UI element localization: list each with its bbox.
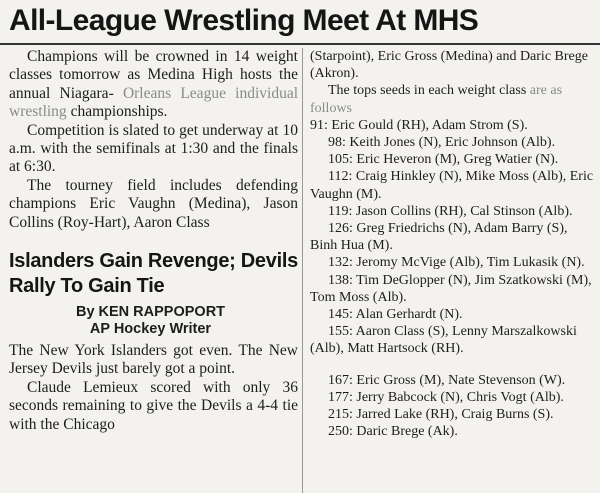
seeds-intro-text: The tops seeds in each weight class bbox=[328, 83, 527, 99]
story1-paragraph-1-text: Champions will be crowned in 14 weight classes tomorrow as Medina High hosts the annual Niagara- bbox=[9, 48, 298, 102]
seed-119: 119: Jason Collins (RH), Cal Stinson (Alb). bbox=[328, 203, 573, 219]
story1-paragraph-1 bbox=[9, 48, 298, 122]
story1-faded-line: Orleans League individual wrestling bbox=[9, 84, 299, 121]
story1-continuation: (Starpoint), Eric Gross (Medina) and Daric Brege (Akron). bbox=[310, 49, 588, 82]
seed-155: 155: Aaron Class (S), Lenny Marszalkowski (Alb), Matt Hartsock (RH). bbox=[310, 324, 577, 357]
seed-105: 105: Eric Heveron (M), Greg Watier (N). bbox=[328, 152, 559, 168]
story2-byline-role: AP Hockey Writer bbox=[89, 321, 212, 338]
story2-paragraph-2: Claude Lemieux scored with only 36 seconds remaining to give the Devils a 4-4 tie with the Chicago bbox=[9, 378, 298, 433]
seeds-intro-faded: are as follows bbox=[310, 83, 563, 116]
seed-215: 215: Jarred Lake (RH), Craig Burns (S). bbox=[328, 407, 554, 423]
seeds-intro bbox=[310, 82, 597, 116]
story2-paragraph-1: The New York Islanders got even. The New Jersey Devils just barely got a point. bbox=[9, 342, 298, 378]
seed-167: 167: Eric Gross (M), Nate Stevenson (W). bbox=[328, 372, 566, 388]
story1-paragraph-3: The tourney field includes defending champions Eric Vaughn (Medina), Jason Collins (Roy-Hart), Aaron Class bbox=[9, 176, 298, 231]
seed-112: 112: Craig Hinkley (N), Mike Moss (Alb), Eric Vaughn (M). bbox=[310, 169, 594, 202]
seed-98: 98: Keith Jones (N), Eric Johnson (Alb). bbox=[328, 135, 556, 151]
seed-126: 126: Greg Friedrichs (N), Adam Barry (S), Binh Hua (M). bbox=[310, 221, 568, 254]
seed-250: 250: Daric Brege (Ak). bbox=[328, 424, 458, 440]
page-headline: All-League Wrestling Meet At MHS bbox=[9, 4, 479, 37]
seed-177: 177: Jerry Babcock (N), Chris Vogt (Alb). bbox=[328, 389, 564, 405]
story1-paragraph-2: Competition is slated to get underway at 10 a.m. with the semifinals at 1:30 and the finals at 6:30. bbox=[9, 121, 298, 176]
seed-132: 132: Jeromy McVige (Alb), Tim Lukasik (N). bbox=[328, 255, 585, 271]
seed-145: 145: Alan Gerhardt (N). bbox=[328, 307, 463, 323]
left-column bbox=[9, 48, 298, 434]
seed-138: 138: Tim DeGlopper (N), Jim Szatkowski (M), Tom Moss (Alb). bbox=[310, 272, 592, 305]
seed-91: 91: Eric Gould (RH), Adam Strom (S). bbox=[310, 117, 528, 133]
right-column bbox=[310, 48, 597, 440]
column-divider bbox=[302, 48, 303, 493]
story1-paragraph-1-end: championships. bbox=[70, 103, 168, 121]
seeds-spacer bbox=[310, 358, 597, 372]
headline-rule bbox=[0, 43, 600, 45]
story2-byline: By KEN RAPPOPORT bbox=[75, 304, 226, 321]
story2-headline: Islanders Gain Revenge; Devils Rally To Gain Tie bbox=[9, 250, 298, 298]
